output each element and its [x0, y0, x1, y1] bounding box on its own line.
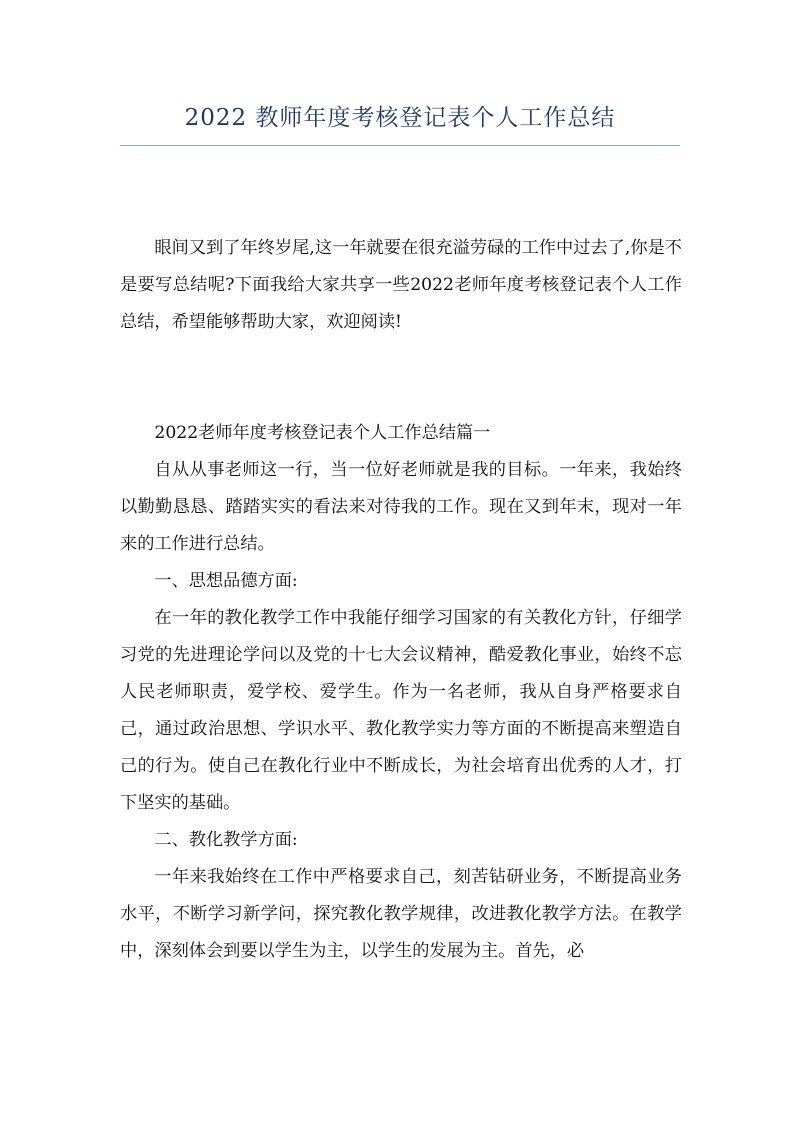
title-divider [120, 145, 680, 146]
section-title: 2022老师年度考核登记表个人工作总结篇一 [154, 423, 491, 443]
intro-paragraph: 眼间又到了年终岁尾,这一年就要在很充溢劳碌的工作中过去了,你是不是要写总结呢?下面我给大家共享一些2022老师年度考核登记表个人工作总结，希望能够帮助大家，欢迎阅读! [120, 238, 682, 332]
section-heading-2: 二、教化教学方面: [154, 830, 298, 850]
section-heading-1: 一、思想品德方面: [154, 571, 298, 591]
body-paragraph-2: 在一年的教化教学工作中我能仔细学习国家的有关教化方针，仔细学习党的先进理论学问以及党的十七大会议精神，酷爱教化事业，始终不忘人民老师职责，爱学校、爱学生。作为一名老师，我从自身严格要求自己，通过政治思想、学识水平、教化教学实力等方面的不断提高来塑造自己的行为。使自己在教化行业中不断成长，为社会培育出优秀的人才，打下坚实的基础。 [120, 608, 682, 813]
document-body [120, 230, 682, 970]
document-title: 2022 教师年度考核登记表个人工作总结 [184, 105, 616, 131]
body-paragraph-1: 自从从事老师这一行，当一位好老师就是我的目标。一年来，我始终以勤勤恳恳、踏踏实实的看法来对待我的工作。现在又到年末，现对一年来的工作进行总结。 [120, 460, 682, 554]
body-paragraph-3: 一年来我始终在工作中严格要求自己，刻苦钻研业务，不断提高业务水平，不断学习新学问，探究教化教学规律，改进教化教学方法。在教学中，深刻体会到要以学生为主，以学生的发展为主。首先，必 [120, 867, 682, 961]
